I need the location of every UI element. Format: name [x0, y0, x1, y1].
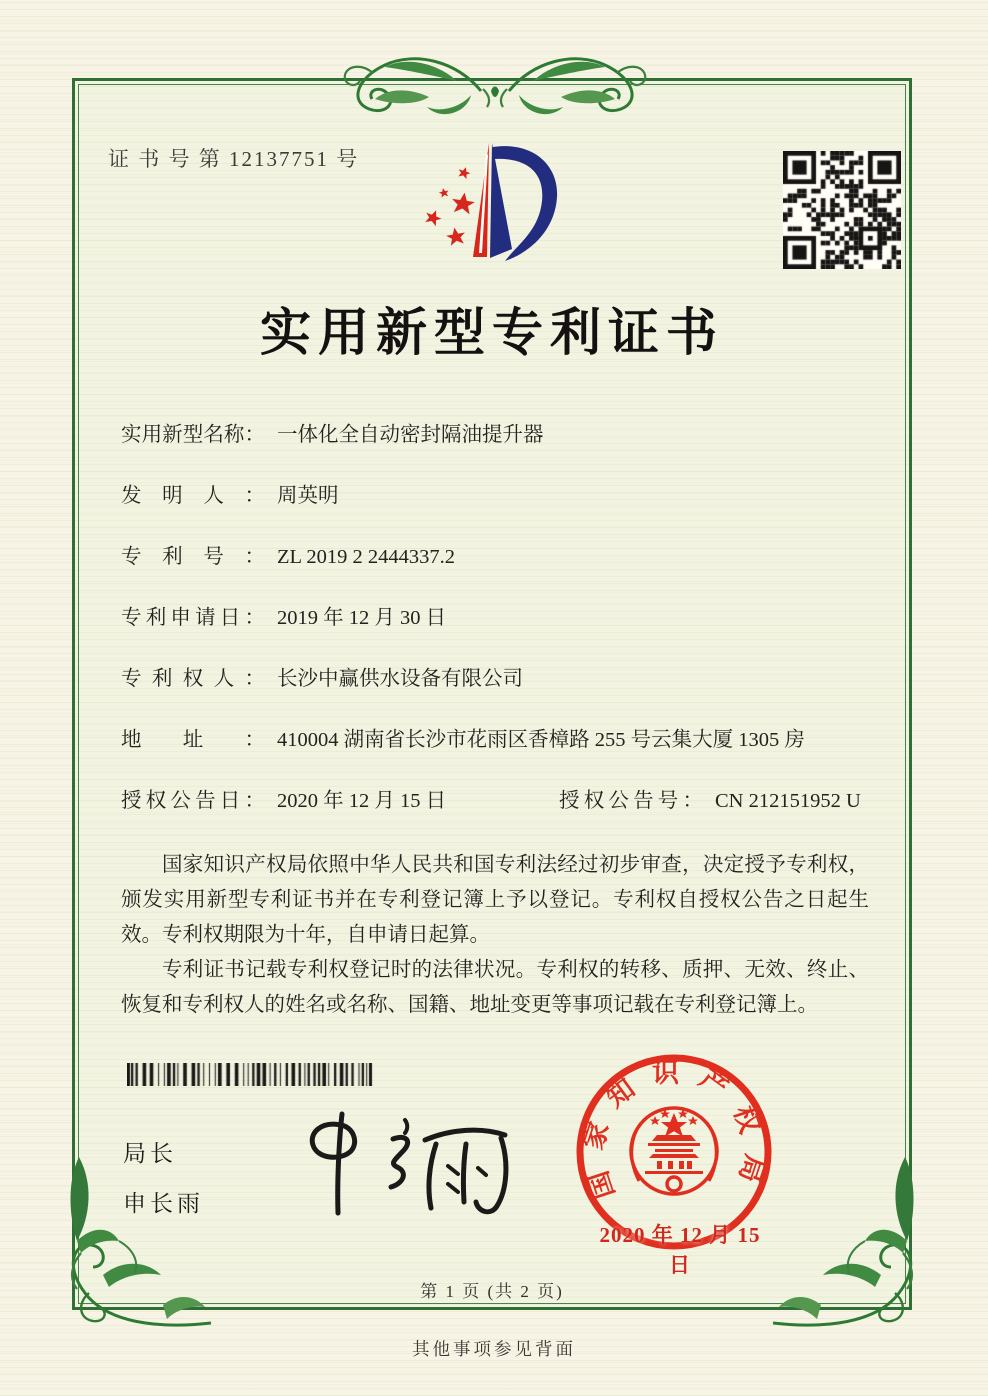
- field-value: 2019 年 12 月 30 日: [277, 607, 447, 629]
- field-row-grant: [121, 787, 875, 815]
- field-label: 实用新型名称：: [121, 424, 265, 446]
- certificate-number: 证 书 号 第 12137751 号: [108, 147, 360, 171]
- field-value: CN 212151952 U: [715, 790, 861, 812]
- cnipa-logo-icon: [417, 137, 569, 277]
- field-label: 专利权人：: [121, 668, 265, 690]
- field-value: 长沙中赢供水设备有限公司: [277, 668, 523, 690]
- field-value: 2020 年 12 月 15 日: [277, 790, 447, 812]
- seal-date: 2020 年 12 月 15 日: [599, 1223, 761, 1277]
- field-row-inventor: [121, 482, 875, 510]
- top-ornament-icon: [323, 43, 667, 131]
- field-row-patent-no: [121, 543, 875, 571]
- field-value: 一体化全自动密封隔油提升器: [277, 424, 544, 446]
- field-label: 专利号：: [121, 546, 265, 568]
- field-label: 授权公告号：: [559, 790, 703, 812]
- corner-flourish-bottom-right-icon: [771, 1153, 943, 1337]
- field-label: 授权公告日：: [121, 790, 265, 812]
- field-label: 发明人：: [121, 485, 265, 507]
- field-row-address: [121, 726, 875, 754]
- back-note: 其他事项参见背面: [412, 1339, 576, 1359]
- certificate-fields: [121, 421, 875, 1023]
- officer-block: [123, 1135, 204, 1218]
- legal-paragraph-1: 国家知识产权局依照中华人民共和国专利法经过初步审查，决定授予专利权，颁发实用新型专利证书并在专利登记簿上予以登记。专利权自授权公告之日起生效。专利权期限为十年，自申请日起算。: [121, 854, 869, 946]
- field-value: 周英明: [277, 485, 339, 507]
- decorative-frame: [72, 78, 912, 1310]
- field-row-name: [121, 421, 875, 449]
- field-value: 410004 湖南省长沙市花雨区香樟路 255 号云集大厦 1305 房: [277, 729, 805, 751]
- officer-name: 申长雨: [123, 1190, 204, 1216]
- national-emblem-icon: [631, 1108, 717, 1194]
- legal-text: [121, 848, 869, 1023]
- page-number: 第 1 页 (共 2 页): [420, 1282, 564, 1301]
- qr-code: [783, 151, 901, 269]
- legal-paragraph-2: 专利证书记载专利权登记时的法律状况。专利权的转移、质押、无效、终止、恢复和专利权人的姓名或名称、国籍、地址变更等事项记载在专利登记簿上。: [121, 959, 869, 1016]
- field-value: ZL 2019 2 2444337.2: [277, 546, 456, 568]
- seal-text: 国家知识产权局: [577, 1058, 771, 1203]
- field-row-patentee: [121, 665, 875, 693]
- field-label: 地址：: [121, 729, 265, 751]
- officer-title: 局长: [123, 1140, 177, 1166]
- certificate-title: 实用新型专利证书: [259, 306, 724, 362]
- field-row-filing-date: [121, 604, 875, 632]
- officer-signature-icon: [265, 1109, 521, 1225]
- field-label: 专利申请日：: [121, 607, 265, 629]
- barcode: [127, 1063, 373, 1086]
